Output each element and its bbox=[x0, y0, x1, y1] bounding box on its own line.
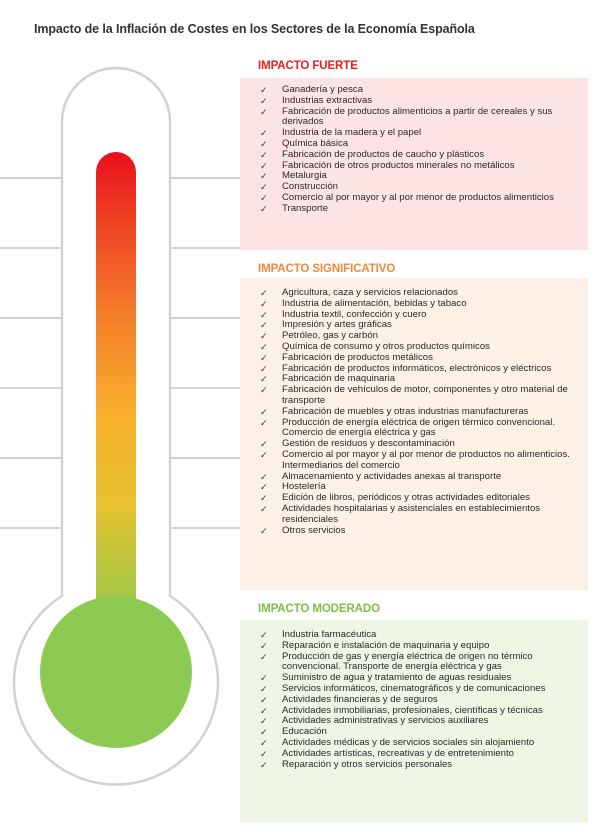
list-item bbox=[258, 652, 578, 674]
checkmark-icon: ✓ bbox=[260, 439, 268, 450]
checkmark-icon: ✓ bbox=[260, 288, 268, 298]
list-item-label: Fabricación de vehículos de motor, componentes y otro material de transporte bbox=[282, 384, 568, 406]
checkmark-icon: ✓ bbox=[260, 759, 268, 770]
thermometer-graphic bbox=[0, 0, 240, 839]
checkmark-icon: ✓ bbox=[260, 482, 268, 493]
thermometer-bulb bbox=[40, 596, 192, 748]
checkmark-icon: ✓ bbox=[260, 149, 268, 160]
list-item-label: Actividades administrativas y servicios auxiliares bbox=[282, 715, 489, 727]
list-item bbox=[258, 450, 578, 472]
list-item-label: Industria farmacéutica bbox=[282, 629, 377, 640]
checkmark-icon: ✓ bbox=[260, 106, 268, 117]
checkmark-icon: ✓ bbox=[260, 727, 268, 738]
list-item-label: Producción de energía eléctrica de origen térmico convencional. Comercio de energía eléctrica y gas bbox=[282, 416, 556, 439]
list-item bbox=[258, 107, 578, 129]
list-item-label: Almacenamiento y actividades anexas al transporte bbox=[282, 470, 502, 482]
checkmark-icon: ✓ bbox=[260, 525, 268, 536]
list-item-label: Actividades artísticas, recreativas y de entretenimiento bbox=[282, 747, 514, 759]
checkmark-icon: ✓ bbox=[260, 406, 268, 417]
list-item-label: Reparación y otros servicios personales bbox=[282, 758, 453, 770]
checkmark-icon: ✓ bbox=[260, 85, 268, 95]
list-item-label: Agricultura, caza y servicios relacionados bbox=[282, 287, 458, 298]
list-item bbox=[258, 418, 578, 440]
list-item-label: Actividades hospitalarias y asistenciales en establecimientos residenciales bbox=[282, 502, 541, 525]
list-item-label: Servicios informáticos, cinematográficos y de comunicaciones bbox=[282, 682, 546, 694]
checkmark-icon: ✓ bbox=[260, 385, 268, 396]
checkmark-icon: ✓ bbox=[260, 716, 268, 727]
list-item bbox=[258, 385, 578, 407]
checkmark-icon: ✓ bbox=[260, 128, 268, 139]
checkmark-icon: ✓ bbox=[260, 341, 268, 352]
checkmark-icon: ✓ bbox=[260, 320, 268, 331]
list-item-label: Suministro de agua y tratamiento de aguas residuales bbox=[282, 672, 512, 684]
checkmark-icon: ✓ bbox=[260, 95, 268, 106]
significant-impact-heading: IMPACTO SIGNIFICATIVO bbox=[258, 263, 396, 275]
list-item-label: Química básica bbox=[282, 137, 349, 149]
list-item-label: Gestión de residuos y descontaminación bbox=[282, 438, 455, 450]
checkmark-icon: ✓ bbox=[260, 160, 268, 171]
list-item-label: Hostelería bbox=[282, 481, 326, 493]
checkmark-icon: ✓ bbox=[260, 705, 268, 716]
list-item-label: Fabricación de productos informáticos, electrónicos y eléctricos bbox=[282, 362, 552, 374]
checkmark-icon: ✓ bbox=[260, 182, 268, 193]
list-item-label: Metalurgia bbox=[282, 170, 327, 182]
checkmark-icon: ✓ bbox=[260, 651, 268, 662]
list-item-label: Producción de gas y energía eléctrica de origen no térmico convencional. Transporte de energía eléctrica y gas bbox=[282, 650, 533, 673]
thermometer-mercury bbox=[96, 152, 136, 640]
list-item-label: Educación bbox=[282, 726, 327, 738]
list-item-label: Actividades inmobiliarias, profesionales, científicas y técnicas bbox=[282, 704, 543, 716]
checkmark-icon: ✓ bbox=[260, 417, 268, 428]
checkmark-icon: ✓ bbox=[260, 449, 268, 460]
moderate-impact-list bbox=[258, 630, 578, 770]
list-item bbox=[258, 204, 578, 215]
list-item-label: Reparación e instalación de maquinaria y equipo bbox=[282, 639, 490, 651]
list-item-label: Otros servicios bbox=[282, 524, 346, 536]
list-item-label: Comercio al por mayor y al por menor de productos alimenticios bbox=[282, 191, 554, 203]
checkmark-icon: ✓ bbox=[260, 493, 268, 504]
list-item-label: Química de consumo y otros productos químicos bbox=[282, 340, 490, 352]
checkmark-icon: ✓ bbox=[260, 171, 268, 182]
significant-impact-list bbox=[258, 288, 578, 536]
list-item-label: Industria textil, confección y cuero bbox=[282, 308, 427, 320]
list-item-label: Comercio al por mayor y al por menor de productos no alimenticios. Intermediarios del comercio bbox=[282, 448, 570, 471]
list-item-label: Edición de libros, periódicos y otras actividades editoriales bbox=[282, 492, 530, 504]
checkmark-icon: ✓ bbox=[260, 363, 268, 374]
checkmark-icon: ✓ bbox=[260, 737, 268, 748]
list-item-label: Fabricación de productos metálicos bbox=[282, 351, 433, 363]
list-item-label: Industria de la madera y el papel bbox=[282, 127, 422, 139]
checkmark-icon: ✓ bbox=[260, 138, 268, 149]
checkmark-icon: ✓ bbox=[260, 503, 268, 514]
checkmark-icon: ✓ bbox=[260, 298, 268, 309]
list-item bbox=[258, 504, 578, 526]
list-item-label: Transporte bbox=[282, 202, 329, 214]
checkmark-icon: ✓ bbox=[260, 630, 268, 640]
list-item-label: Actividades médicas y de servicios sociales sin alojamiento bbox=[282, 736, 535, 748]
list-item-label: Fabricación de otros productos minerales no metálicos bbox=[282, 159, 515, 171]
list-item-label: Fabricación de productos de caucho y plásticos bbox=[282, 148, 485, 160]
checkmark-icon: ✓ bbox=[260, 374, 268, 385]
list-item-label: Industria de alimentación, bebidas y tabaco bbox=[282, 297, 467, 309]
moderate-impact-heading: IMPACTO MODERADO bbox=[258, 603, 380, 615]
list-item-label: Impresión y artes gráficas bbox=[282, 319, 392, 331]
list-item-label: Ganadería y pesca bbox=[282, 84, 364, 95]
page-title: Impacto de la Inflación de Costes en los Sectores de la Economía Española bbox=[34, 22, 475, 36]
list-item-label: Fabricación de productos alimenticios a partir de cereales y sus derivados bbox=[282, 105, 553, 128]
list-item bbox=[258, 526, 578, 537]
list-item-label: Actividades financieras y de seguros bbox=[282, 693, 438, 705]
checkmark-icon: ✓ bbox=[260, 352, 268, 363]
checkmark-icon: ✓ bbox=[260, 694, 268, 705]
checkmark-icon: ✓ bbox=[260, 309, 268, 320]
strong-impact-list bbox=[258, 85, 578, 215]
checkmark-icon: ✓ bbox=[260, 471, 268, 482]
strong-impact-heading: IMPACTO FUERTE bbox=[258, 60, 358, 72]
list-item bbox=[258, 760, 578, 771]
list-item-label: Fabricación de maquinaria bbox=[282, 373, 396, 385]
checkmark-icon: ✓ bbox=[260, 331, 268, 342]
list-item-label: Industrias extractivas bbox=[282, 94, 373, 106]
checkmark-icon: ✓ bbox=[260, 673, 268, 684]
checkmark-icon: ✓ bbox=[260, 748, 268, 759]
list-item-label: Petróleo, gas y carbón bbox=[282, 330, 378, 342]
list-item-label: Construcción bbox=[282, 181, 338, 193]
checkmark-icon: ✓ bbox=[260, 640, 268, 651]
checkmark-icon: ✓ bbox=[260, 203, 268, 214]
list-item-label: Fabricación de muebles y otras industrias manufactureras bbox=[282, 405, 529, 417]
checkmark-icon: ✓ bbox=[260, 192, 268, 203]
checkmark-icon: ✓ bbox=[260, 683, 268, 694]
